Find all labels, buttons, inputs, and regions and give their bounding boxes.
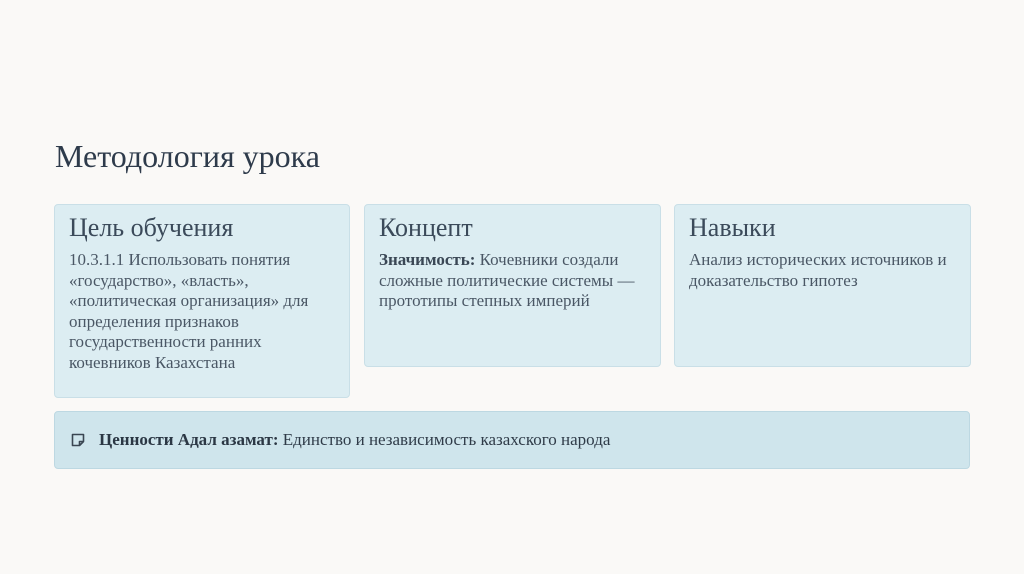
card-body: Анализ исторических источников и доказательство гипотез: [689, 250, 947, 290]
card-title: Навыки: [689, 213, 776, 242]
values-text: [99, 430, 610, 450]
values-content: Единство и независимость казахского народа: [278, 430, 611, 449]
note-icon: [71, 433, 85, 447]
card-body: 10.3.1.1 Использовать понятия «государство», «власть», «политическая организация» для определения признаков государственности ранних кочевников Казахстана: [69, 250, 309, 372]
values-label: Ценности Адал азамат:: [99, 430, 279, 449]
values-callout: [54, 411, 970, 469]
page-title: Методология урока: [55, 138, 320, 174]
card-skills: [674, 204, 971, 367]
card-learning-goal: [54, 204, 350, 398]
card-text: Кочевники создали сложные политические системы — прототипы степных империй: [379, 250, 635, 310]
card-title: Цель обучения: [69, 213, 234, 242]
card-body: [379, 250, 646, 312]
card-concept: [364, 204, 661, 367]
card-label: Значимость:: [379, 250, 476, 269]
card-title: Концепт: [379, 213, 473, 242]
